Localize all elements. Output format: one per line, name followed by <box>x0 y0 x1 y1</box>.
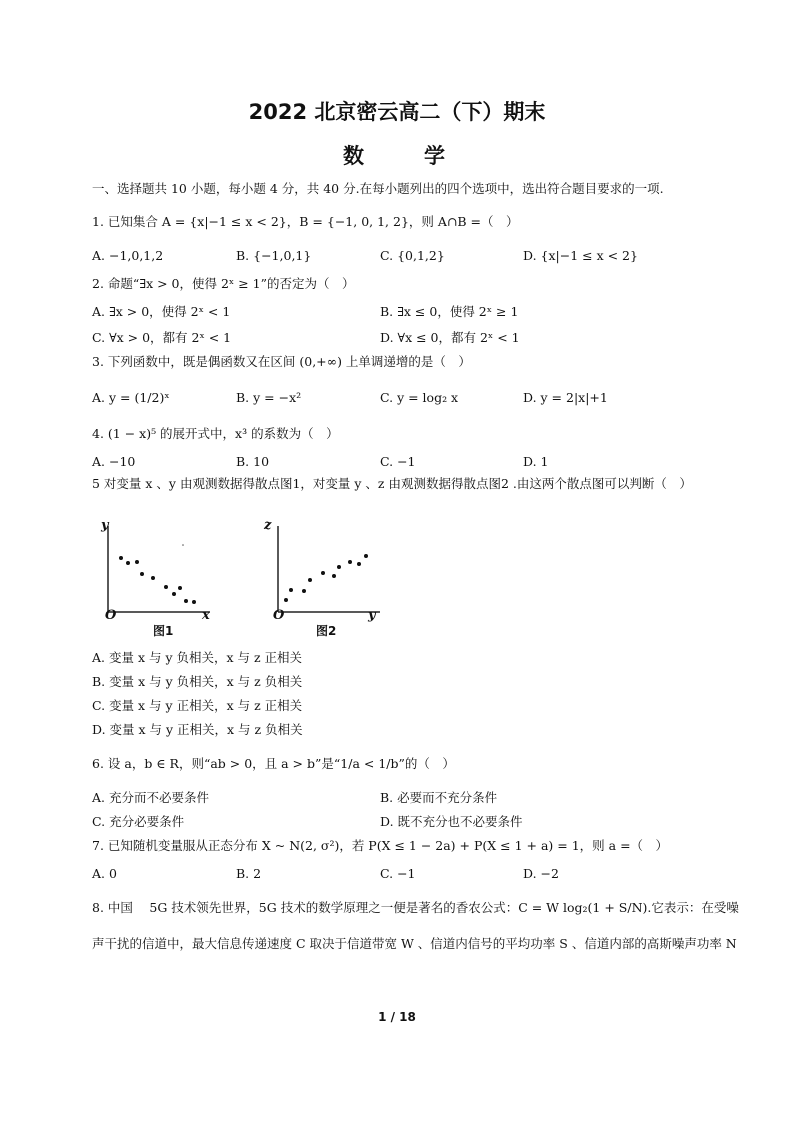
page-title: 2022 北京密云高二（下）期末 <box>248 100 546 124</box>
q6-option-b: B. 必要而不充分条件 <box>380 790 498 805</box>
q1-option-c: C. {0,1,2} <box>380 248 445 263</box>
question-1-stem: 1. 已知集合 A = {x|−1 ≤ x < 2}，B = {−1, 0, 1, 2}，则 A∩B =（ ） <box>92 214 519 229</box>
page-number: 1 / 18 <box>378 1010 416 1024</box>
fig2-y-axis-label: z <box>264 518 272 533</box>
question-5-stem: 5 对变量 x 、y 由观测数据得散点图1，对变量 y 、z 由观测数据得散点图2 .由这两个散点图可以判断（ ） <box>92 476 692 491</box>
fig2-origin-label: O <box>273 608 285 623</box>
q3-option-d: D. y = 2|x|+1 <box>523 390 608 405</box>
question-7-stem: 7. 已知随机变量服从正态分布 X ~ N(2, σ²)，若 P(X ≤ 1 − 2a) + P(X ≤ 1 + a) = 1，则 a =（ ） <box>92 838 669 853</box>
q5-option-c: C. 变量 x 与 y 正相关，x 与 z 正相关 <box>92 698 303 713</box>
subject-title: 数 学 <box>343 144 451 168</box>
q7-option-a: A. 0 <box>92 866 117 881</box>
q3-option-c: C. y = log₂ x <box>380 390 459 405</box>
q6-option-a: A. 充分而不必要条件 <box>92 790 209 805</box>
q3-option-b: B. y = −x² <box>236 390 302 405</box>
q7-option-d: D. −2 <box>523 866 559 881</box>
q2-option-b: B. ∃x ≤ 0，使得 2ˣ ≥ 1 <box>380 304 519 319</box>
q2-option-d: D. ∀x ≤ 0，都有 2ˣ < 1 <box>380 330 520 345</box>
q7-option-c: C. −1 <box>380 866 416 881</box>
q2-option-c: C. ∀x > 0，都有 2ˣ < 1 <box>92 330 232 345</box>
q5-option-b: B. 变量 x 与 y 负相关，x 与 z 负相关 <box>92 674 303 689</box>
question-2-stem: 2. 命题“∃x > 0，使得 2ˣ ≥ 1”的否定为（ ） <box>92 276 355 291</box>
fig1-caption: 图1 <box>153 624 174 638</box>
question-8-line-2: 声干扰的信道中，最大信息传递速度 C 取决于信道带宽 W 、信道内信号的平均功率 S 、信道内部的高斯噪声功率 N <box>92 936 737 951</box>
question-8-line-1: 8. 中国 5G 技术领先世界，5G 技术的数学原理之一便是著名的香农公式：C = W log₂(1 + S/N).它表示：在受噪 <box>92 900 739 915</box>
q4-option-b: B. 10 <box>236 454 270 469</box>
q7-option-b: B. 2 <box>236 866 262 881</box>
q1-option-b: B. {−1,0,1} <box>236 248 312 263</box>
q4-option-c: C. −1 <box>380 454 416 469</box>
section-instructions: 一、选择题共 10 小题，每小题 4 分，共 40 分.在每小题列出的四个选项中，选出符合题目要求的一项. <box>92 181 664 196</box>
q6-option-d: D. 既不充分也不必要条件 <box>380 814 523 829</box>
fig1-x-axis-label: x <box>202 608 210 623</box>
fig2-x-axis-label: y <box>368 608 376 623</box>
q2-option-a: A. ∃x > 0，使得 2ˣ < 1 <box>92 304 231 319</box>
q6-option-c: C. 充分必要条件 <box>92 814 185 829</box>
q5-option-d: D. 变量 x 与 y 正相关，x 与 z 负相关 <box>92 722 303 737</box>
q1-option-a: A. −1,0,1,2 <box>92 248 164 263</box>
question-3-stem: 3. 下列函数中，既是偶函数又在区间 (0,+∞) 上单调递增的是（ ） <box>92 354 471 369</box>
fig1-origin-label: O <box>105 608 117 623</box>
question-6-stem: 6. 设 a，b ∈ R，则“ab > 0，且 a > b”是“1/a < 1/b”的（ ） <box>92 756 455 771</box>
fig2-caption: 图2 <box>316 624 337 638</box>
fig1-y-axis-label: y <box>101 518 109 533</box>
q4-option-d: D. 1 <box>523 454 549 469</box>
q1-option-d: D. {x|−1 ≤ x < 2} <box>523 248 638 263</box>
question-4-stem: 4. (1 − x)⁵ 的展开式中，x³ 的系数为（ ） <box>92 426 339 441</box>
q3-option-a: A. y = (1/2)ˣ <box>92 390 170 405</box>
q4-option-a: A. −10 <box>92 454 136 469</box>
q5-option-a: A. 变量 x 与 y 负相关，x 与 z 正相关 <box>92 650 303 665</box>
